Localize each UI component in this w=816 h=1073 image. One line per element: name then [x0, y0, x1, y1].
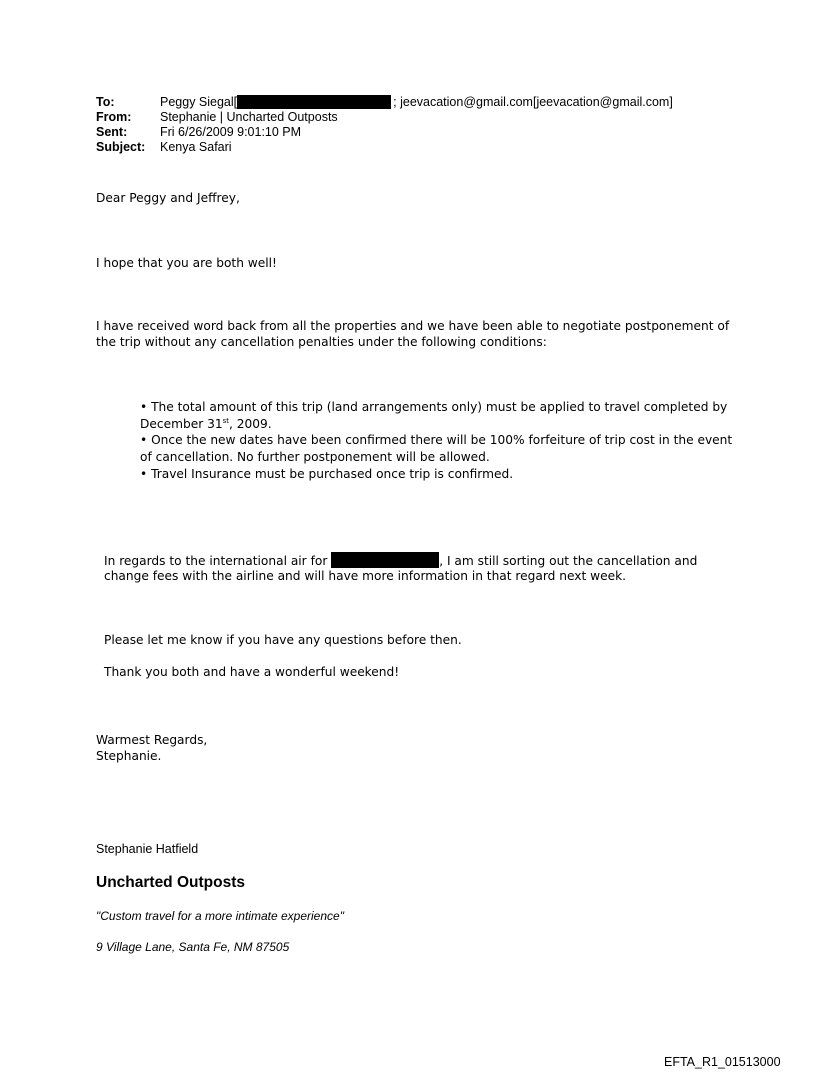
- condition-1-line1: • The total amount of this trip (land arrangements only) must be applied to travel completed by: [140, 400, 728, 414]
- document-id: EFTA_R1_01513000: [664, 1055, 781, 1069]
- signature-name: Stephanie Hatfield: [96, 842, 199, 856]
- from-value: Stephanie | Uncharted Outposts: [160, 110, 338, 124]
- subject-value: Kenya Safari: [160, 140, 232, 154]
- paragraph-thanks: Thank you both and have a wonderful weekend!: [104, 665, 400, 679]
- company-tagline: "Custom travel for a more intimate experience": [96, 909, 344, 923]
- condition-2-line1: • Once the new dates have been confirmed there will be 100% forfeiture of trip cost in the event: [140, 433, 733, 448]
- condition-3-line1: • Travel Insurance must be purchased once trip is confirmed.: [140, 466, 514, 481]
- to-email: ; jeevacation@gmail.com[jeevacation@gmail.com]: [393, 95, 673, 109]
- subject-label: Subject:: [96, 140, 146, 154]
- closing-name: Stephanie.: [96, 749, 162, 763]
- from-label: From:: [96, 110, 132, 124]
- greeting: Dear Peggy and Jeffrey,: [96, 191, 240, 205]
- paragraph-wellbeing: I hope that you are both well!: [96, 256, 277, 270]
- paragraph-air-line2: change fees with the airline and will have more information in that regard next week.: [104, 569, 627, 583]
- air-text-pre: In regards to the international air for: [104, 554, 328, 568]
- email-header: [96, 95, 673, 155]
- sent-row: [96, 125, 673, 140]
- condition-1-line2: [140, 416, 732, 433]
- company-address: 9 Village Lane, Santa Fe, NM 87505: [96, 940, 290, 954]
- air-text-post: , I am still sorting out the cancellation and: [439, 554, 698, 568]
- paragraph-properties-line2: the trip without any cancellation penalties under the following conditions:: [96, 335, 547, 349]
- conditions-list: [140, 399, 732, 482]
- paragraph-properties-line1: I have received word back from all the properties and we have been able to negotiate postponement of: [96, 319, 730, 333]
- condition-1-date: December 31: [140, 416, 223, 431]
- redaction-bar: [331, 552, 439, 568]
- to-name: Peggy Siegal[: [160, 95, 238, 109]
- company-name: Uncharted Outposts: [96, 874, 245, 891]
- sent-label: Sent:: [96, 125, 128, 139]
- to-row: [96, 95, 673, 110]
- paragraph-air-line1: [104, 552, 697, 569]
- paragraph-questions: Please let me know if you have any questions before then.: [104, 633, 462, 647]
- condition-1-year: , 2009.: [229, 416, 272, 431]
- subject-row: [96, 140, 673, 155]
- redaction-bar: [237, 95, 391, 109]
- ordinal-suffix: st: [222, 416, 229, 425]
- closing: Warmest Regards,: [96, 733, 208, 747]
- condition-2-line2: of cancellation. No further postponement will be allowed.: [140, 450, 490, 465]
- sent-value: Fri 6/26/2009 9:01:10 PM: [160, 125, 302, 139]
- from-row: [96, 110, 673, 125]
- to-value: [160, 95, 673, 110]
- to-label: To:: [96, 95, 115, 109]
